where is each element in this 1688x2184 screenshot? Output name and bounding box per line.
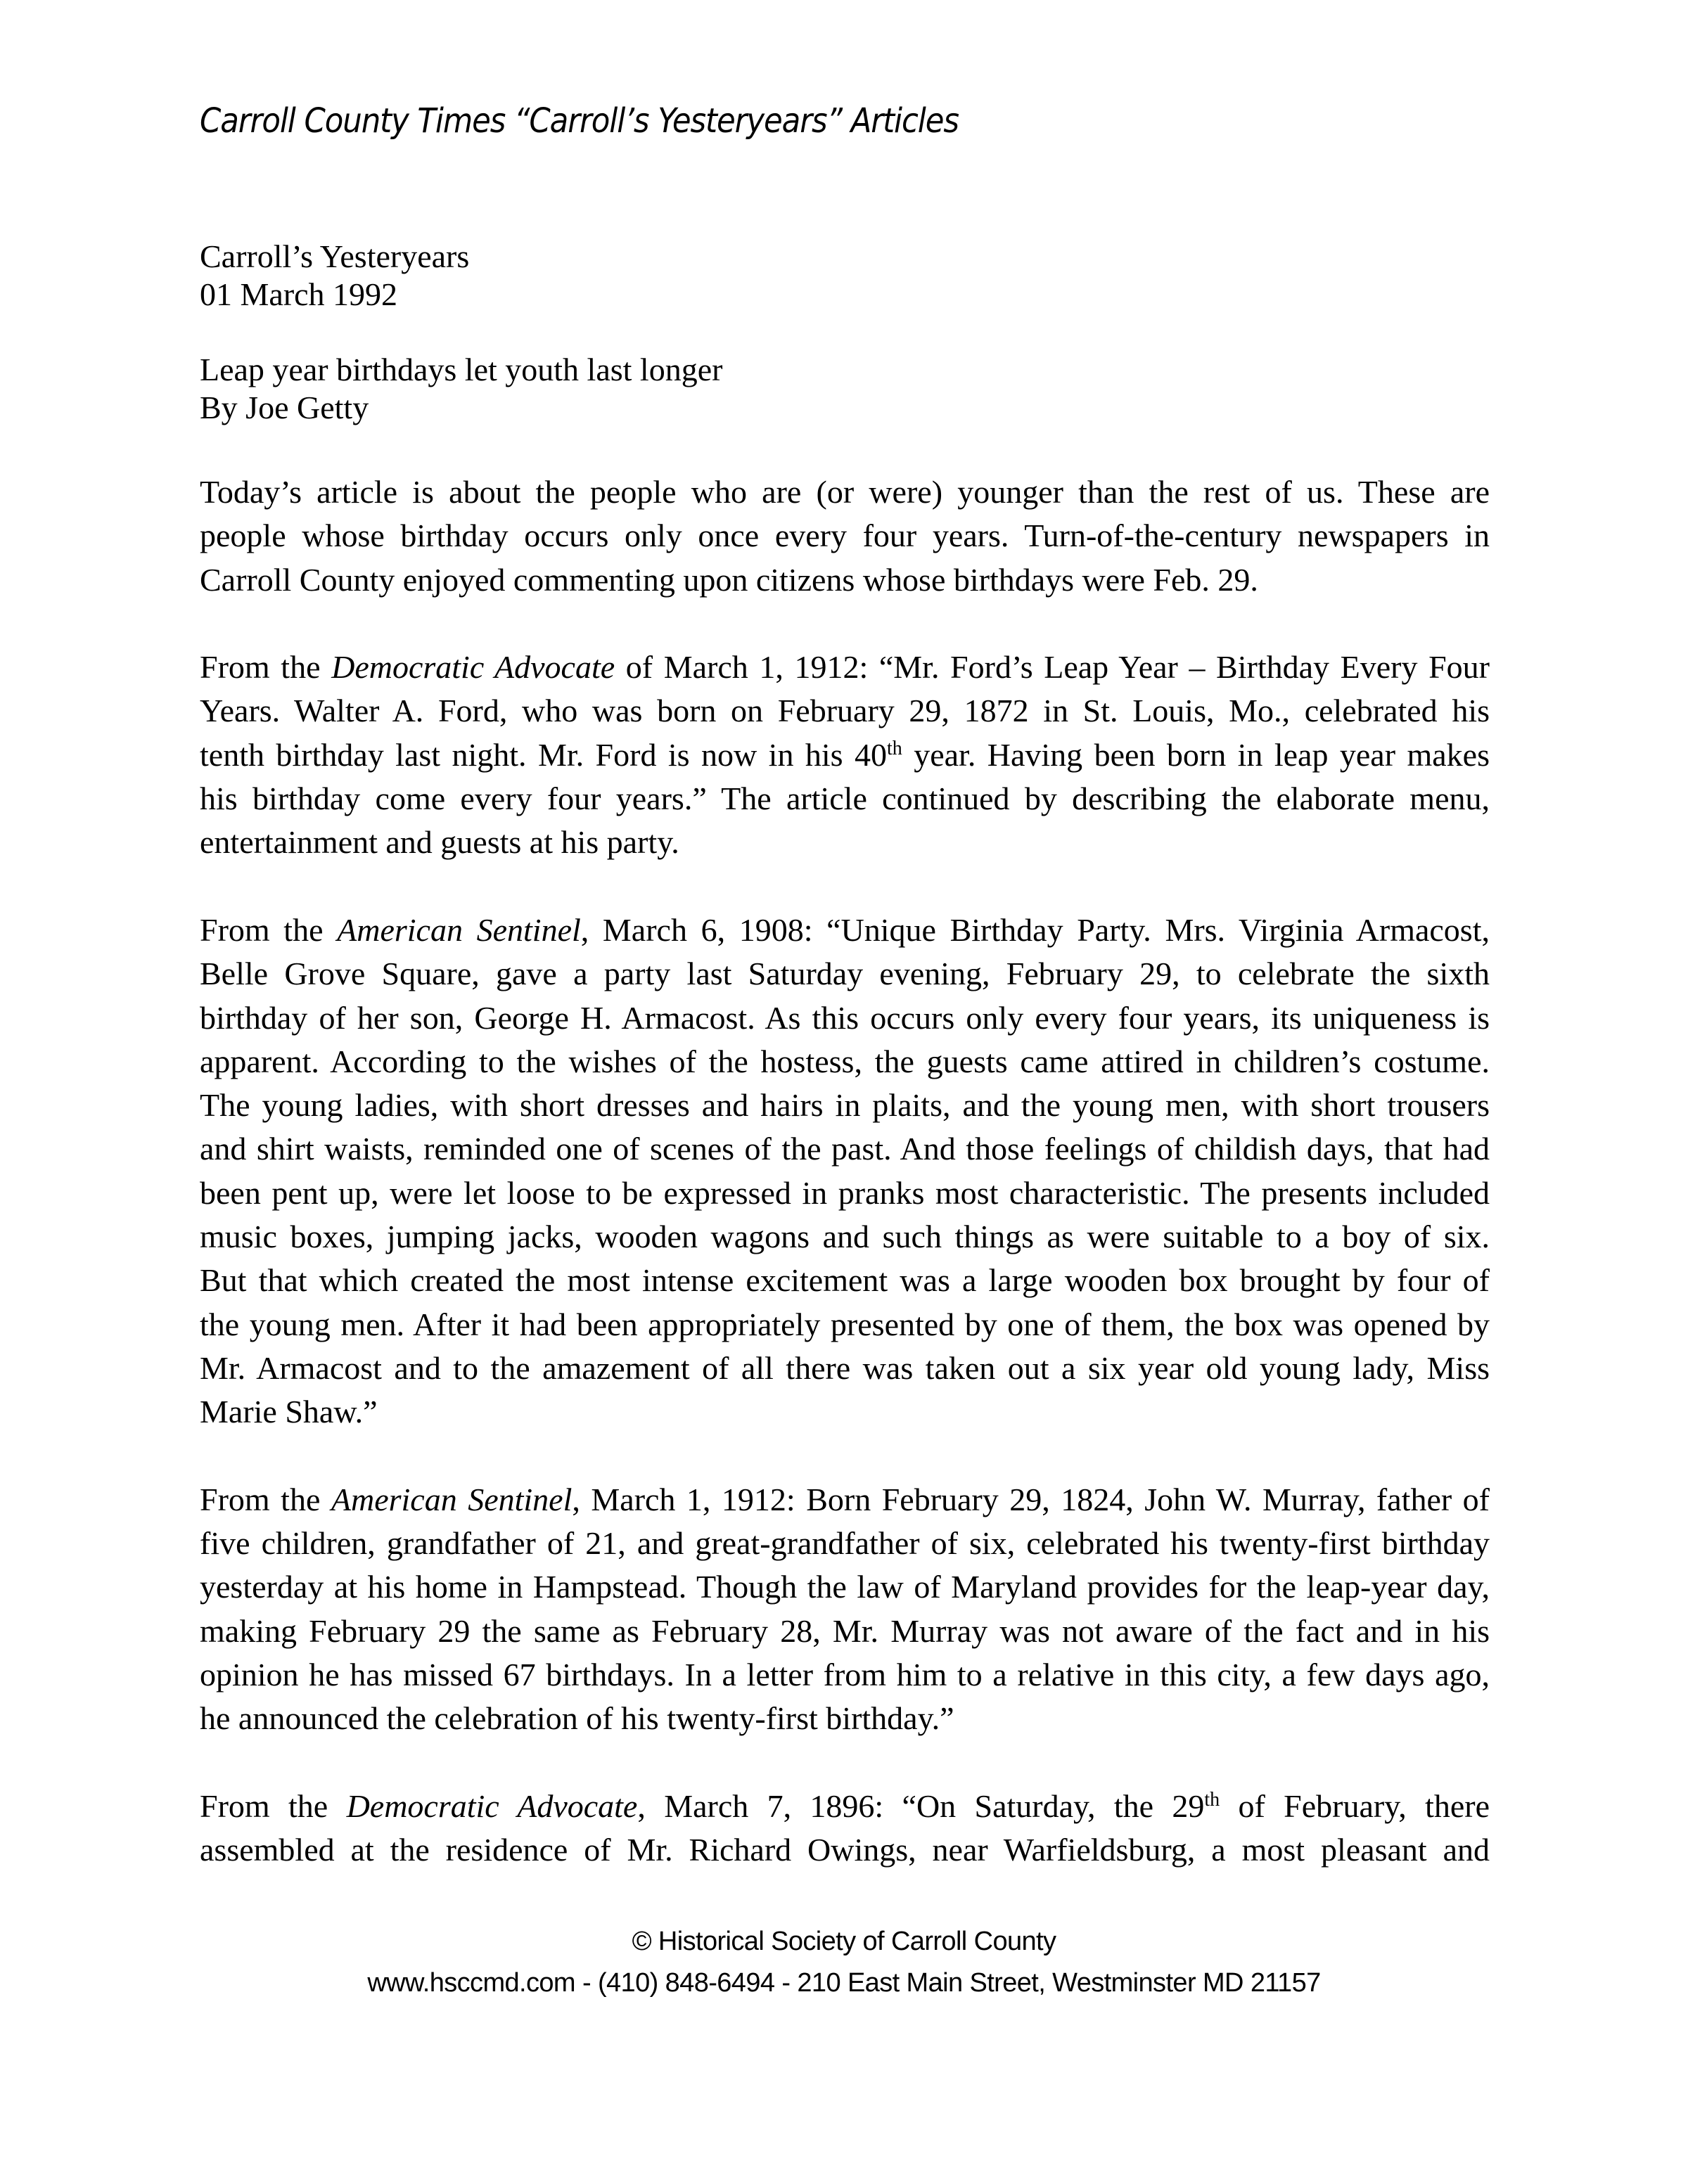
column-info [200, 238, 469, 314]
running-header: Carroll County Times “Carroll’s Yesteryears” Articles [200, 101, 959, 141]
paragraph-line [200, 1259, 1490, 1302]
paragraph-line [200, 1084, 1490, 1127]
text-run: , March 1, 1912: Born February 29, 1824, John W. Murray, father of [572, 1481, 1490, 1517]
newspaper-title: Democratic Advocate [346, 1787, 638, 1824]
paragraph-line [200, 1828, 1490, 1872]
paragraph-line [200, 1215, 1490, 1259]
paragraph-line [200, 1610, 1490, 1653]
paragraph-line [200, 1478, 1490, 1522]
text-run: assembled at the residence of Mr. Richard Owings, near Warfieldsburg, a most pleasant and [200, 1832, 1490, 1868]
ordinal-suffix: th [1204, 1788, 1220, 1811]
text-run: But that which created the most intense excitement was a large wooden box brought by four of [200, 1262, 1490, 1299]
article-body [200, 470, 1490, 1916]
paragraph-line [200, 1390, 1490, 1434]
paragraph-line [200, 1127, 1490, 1171]
text-run: , March 6, 1908: “Unique Birthday Party. Mrs. Virginia Armacost, [580, 911, 1490, 948]
text-run: , March 7, 1896: “On Saturday, the 29 [637, 1787, 1205, 1824]
text-run: From the [200, 1787, 347, 1824]
paragraph-line [200, 1785, 1490, 1828]
paragraph-line [200, 645, 1490, 689]
paragraph-line [200, 1040, 1490, 1084]
text-run: Years. Walter A. Ford, who was born on February 29, 1872 in St. Louis, Mo., celebrated his [200, 693, 1490, 729]
text-run: been pent up, were let loose to be expressed in pranks most characteristic. The presents included [200, 1174, 1490, 1211]
text-run: five children, grandfather of 21, and great-grandfather of six, celebrated his twenty-first birthday [200, 1525, 1490, 1562]
text-run: tenth birthday last night. Mr. Ford is now in his 40 [200, 736, 887, 773]
text-run: The young ladies, with short dresses and hairs in plaits, and the young men, with short trousers [200, 1087, 1490, 1124]
paragraph-line [200, 689, 1490, 733]
article-heading [200, 351, 722, 427]
text-run: year. Having been born in leap year makes [902, 736, 1490, 773]
paragraph-line [200, 1347, 1490, 1390]
article-paragraph [200, 908, 1490, 1434]
text-run: music boxes, jumping jacks, wooden wagons and such things as were suitable to a boy of six. [200, 1219, 1490, 1255]
text-run: making February 29 the same as February 28, Mr. Murray was not aware of the fact and in his [200, 1612, 1490, 1649]
article-paragraph [200, 470, 1490, 602]
text-run: opinion he has missed 67 birthdays. In a letter from him to a relative in this city, a few days ago, [200, 1657, 1490, 1693]
paragraph-line [200, 952, 1490, 996]
article-paragraph [200, 645, 1490, 864]
paragraph-line [200, 821, 1490, 864]
paragraph-line [200, 777, 1490, 821]
text-run: Mr. Armacost and to the amazement of all there was taken out a six year old young lady, Miss [200, 1349, 1490, 1386]
footer-copyright: © Historical Society of Carroll County [632, 1927, 1056, 1956]
text-run: people whose birthday occurs only once every four years. Turn-of-the-century newspapers in [200, 518, 1490, 554]
paragraph-line [200, 558, 1490, 602]
text-run: yesterday at his home in Hampstead. Though the law of Maryland provides for the leap-year day, [200, 1569, 1490, 1605]
text-run: birthday of her son, George H. Armacost. As this occurs only every four years, its uniqueness is [200, 999, 1490, 1036]
text-run: he announced the celebration of his twenty-first birthday.” [200, 1700, 954, 1737]
paragraph-line [200, 1522, 1490, 1565]
text-run: Today’s article is about the people who are (or were) younger than the rest of us. These are [200, 474, 1490, 510]
text-run: Belle Grove Square, gave a party last Saturday evening, February 29, to celebrate the sixth [200, 956, 1490, 992]
newspaper-title: American Sentinel [337, 911, 581, 948]
paragraph-line [200, 908, 1490, 952]
text-run: his birthday come every four years.” The article continued by describing the elaborate menu, [200, 781, 1490, 817]
newspaper-title: American Sentinel [331, 1481, 573, 1517]
newspaper-title: Democratic Advocate [331, 649, 615, 686]
paragraph-line [200, 996, 1490, 1040]
text-run: the young men. After it had been appropriately presented by one of them, the box was opened by [200, 1306, 1490, 1342]
text-run: Marie Shaw.” [200, 1394, 378, 1430]
byline: By Joe Getty [200, 390, 369, 425]
headline: Leap year birthdays let youth last longer [200, 352, 723, 387]
paragraph-line [200, 1653, 1490, 1697]
publication-date: 01 March 1992 [200, 276, 398, 312]
text-run: entertainment and guests at his party. [200, 824, 679, 861]
ordinal-suffix: th [887, 737, 902, 759]
paragraph-line [200, 733, 1490, 777]
footer-contact: www.hsccmd.com - (410) 848-6494 - 210 East Main Street, Westminster MD 21157 [367, 1968, 1321, 1998]
article-paragraph [200, 1785, 1490, 1873]
text-run: apparent. According to the wishes of the hostess, the guests came attired in children’s costume. [200, 1043, 1490, 1079]
text-run: From the [200, 911, 338, 948]
paragraph-line [200, 470, 1490, 514]
text-run: Carroll County enjoyed commenting upon citizens whose birthdays were Feb. 29. [200, 561, 1258, 598]
paragraph-line [200, 1171, 1490, 1215]
text-run: and shirt waists, reminded one of scenes of the past. And those feelings of childish days, that had [200, 1131, 1490, 1167]
paragraph-line [200, 1303, 1490, 1347]
text-run: of March 1, 1912: “Mr. Ford’s Leap Year – Birthday Every Four [615, 649, 1490, 686]
text-run: of February, there [1220, 1787, 1490, 1824]
paragraph-line [200, 1697, 1490, 1740]
paragraph-line [200, 1565, 1490, 1609]
column-name: Carroll’s Yesteryears [200, 238, 470, 274]
text-run: From the [200, 1481, 331, 1517]
article-paragraph [200, 1478, 1490, 1741]
paragraph-line [200, 514, 1490, 558]
text-run: From the [200, 649, 332, 686]
